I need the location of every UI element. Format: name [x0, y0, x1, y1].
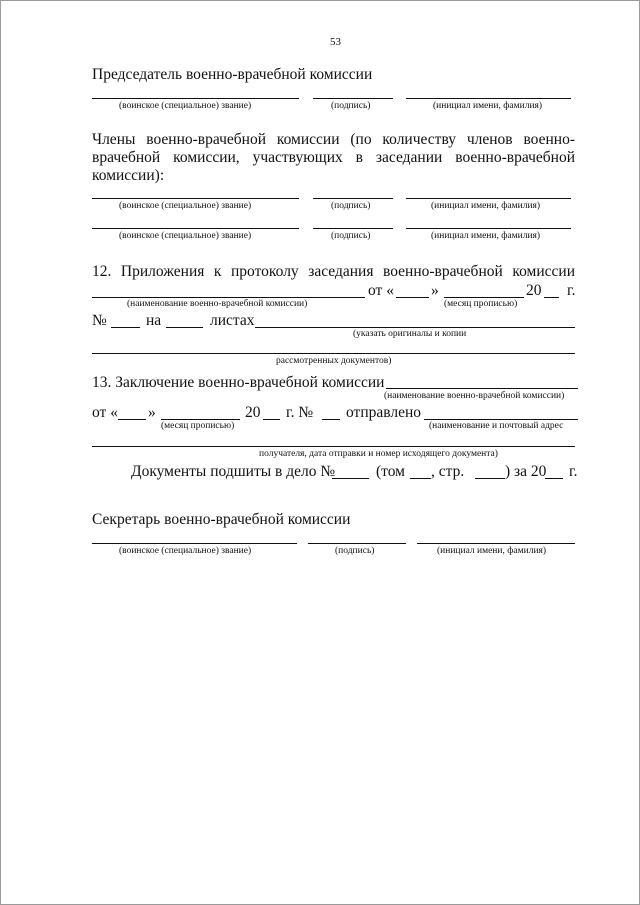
- section13-month-caption: (месяц прописью): [161, 421, 235, 431]
- section12-sheets-label: листах: [210, 312, 255, 329]
- member2-rank-caption: (воинское (специальное) звание): [119, 231, 252, 241]
- section12-originals-caption: (указать оригиналы и копии: [353, 329, 467, 339]
- chairman-title: Председатель военно-врачебной комиссии: [92, 66, 373, 83]
- section12-from: от «: [368, 282, 394, 299]
- page-number: 53: [330, 36, 341, 48]
- section13-year-suffix-2: г.: [569, 463, 578, 480]
- chairman-name-line: [406, 98, 571, 99]
- members-line-1: Члены военно-врачебной комиссии (по количеству членов военно-: [92, 131, 575, 148]
- secretary-signature-caption: (подпись): [335, 546, 375, 556]
- section12-day-line: [396, 297, 429, 298]
- secretary-name-caption: (инициал имени, фамилия): [437, 546, 547, 556]
- chairman-signature-caption: (подпись): [331, 101, 371, 111]
- members-line-3: комиссии):: [92, 167, 165, 184]
- section13-volume-line: [410, 478, 431, 479]
- section13-sent-label: отправлено: [346, 404, 422, 421]
- section12-originals-line: [255, 327, 575, 328]
- section13-recipient-line-2: [92, 446, 575, 447]
- section13-for-label: ) за 20: [505, 463, 547, 480]
- member2-name-line: [406, 228, 571, 229]
- member2-name-caption: (инициал имени, фамилия): [431, 231, 541, 241]
- secretary-rank-caption: (воинское (специальное) звание): [119, 546, 252, 556]
- section12-quote-close: »: [431, 282, 439, 299]
- section13-address-caption: (наименование и почтовый адрес: [429, 421, 564, 431]
- member1-name-caption: (инициал имени, фамилия): [431, 201, 541, 211]
- section13-number-line: [322, 419, 340, 420]
- member1-signature-line: [313, 198, 393, 199]
- section13-year-line-2: [545, 478, 563, 479]
- section13-recipient-line: [424, 419, 578, 420]
- section12-on-label: на: [146, 312, 162, 329]
- section13-year-suffix: г. №: [286, 404, 314, 421]
- member2-rank-line: [92, 228, 299, 229]
- chairman-signature-line: [313, 98, 393, 99]
- section13-recipient-caption: получателя, дата отправки и номер исходящего документа): [259, 449, 498, 459]
- section12-year-line: [544, 297, 559, 298]
- section13-case-number-line: [332, 478, 369, 479]
- member2-signature-caption: (подпись): [331, 231, 371, 241]
- secretary-rank-line: [92, 543, 297, 544]
- member1-rank-caption: (воинское (специальное) звание): [119, 201, 252, 211]
- section12-commission-caption: (наименование военно-врачебной комиссии): [127, 299, 308, 309]
- section12-year: 20: [526, 282, 542, 299]
- section12-documents-line: [92, 353, 575, 354]
- section12-number-label: №: [92, 312, 107, 329]
- section12-number-line: [111, 327, 140, 328]
- member1-name-line: [406, 198, 571, 199]
- section13-title: 13. Заключение военно-врачебной комиссии: [92, 374, 385, 391]
- section12-month-line: [444, 297, 524, 298]
- section12-documents-caption: рассмотренных документов): [276, 356, 392, 366]
- section13-filed-prefix: Документы подшиты в дело №: [131, 463, 336, 480]
- member1-rank-line: [92, 198, 299, 199]
- secretary-title: Секретарь военно-врачебной комиссии: [92, 511, 351, 528]
- chairman-rank-line: [92, 98, 299, 99]
- secretary-signature-line: [308, 543, 406, 544]
- section13-day-line: [118, 419, 146, 420]
- section12-year-suffix: г.: [567, 282, 576, 299]
- section13-page-line: [475, 478, 505, 479]
- member1-signature-caption: (подпись): [331, 201, 371, 211]
- section12-commission-line: [92, 297, 365, 298]
- section13-commission-line: [386, 388, 578, 389]
- section13-month-line: [161, 419, 240, 420]
- secretary-name-line: [417, 543, 575, 544]
- section13-commission-caption: (наименование военно-врачебной комиссии): [384, 391, 565, 401]
- section13-page-label: , стр.: [431, 463, 465, 480]
- section12-line-1: 12. Приложения к протоколу заседания военно-врачебной комиссии: [92, 263, 575, 280]
- section13-volume-label: (том: [376, 463, 405, 480]
- members-line-2: врачебной комиссии, участвующих в заседании военно-врачебной: [92, 149, 575, 166]
- section13-from: от «: [92, 404, 118, 421]
- chairman-name-caption: (инициал имени, фамилия): [433, 101, 543, 111]
- section13-year: 20: [245, 404, 261, 421]
- section13-year-line: [263, 419, 280, 420]
- chairman-rank-caption: (воинское (специальное) звание): [119, 101, 252, 111]
- section12-month-caption: (месяц прописью): [444, 299, 518, 309]
- section13-quote-close: »: [148, 404, 156, 421]
- section12-sheets-count-line: [166, 327, 203, 328]
- member2-signature-line: [313, 228, 393, 229]
